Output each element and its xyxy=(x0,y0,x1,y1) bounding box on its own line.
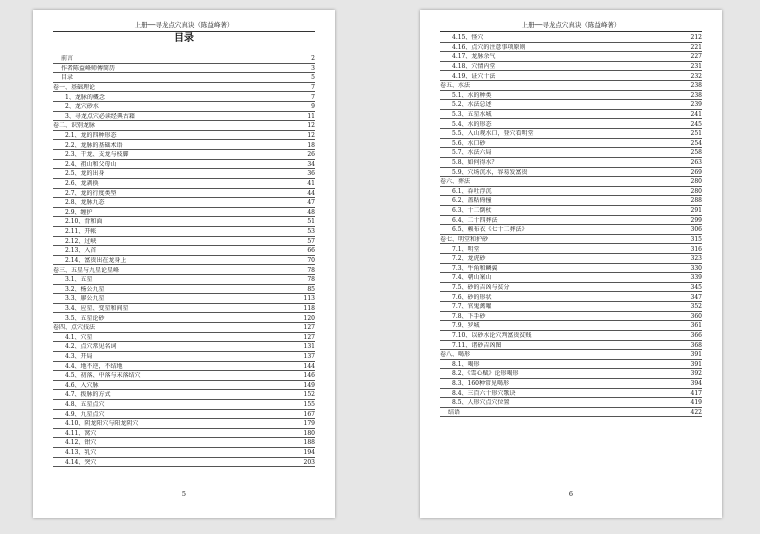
toc-entry-title: 8.3、160种常见喝形 xyxy=(452,380,509,388)
right-page xyxy=(420,10,722,518)
toc-entry-page: 203 xyxy=(303,458,315,466)
toc-entry-page: 137 xyxy=(303,353,315,360)
toc-entry-page: 316 xyxy=(690,245,702,253)
toc-entry-page: 127 xyxy=(303,324,315,332)
toc-entry[interactable] xyxy=(440,321,702,331)
toc-entry-title: 卷二、识别龙脉 xyxy=(53,122,96,130)
toc-entry-title: 5.9、穴场沉水，容易发富贵 xyxy=(452,168,528,176)
toc-entry-page: 263 xyxy=(690,159,702,167)
toc-entry-page: 360 xyxy=(690,312,702,320)
toc-entry-page: 221 xyxy=(690,43,702,51)
toc-entry-title: 5.2、水法总述 xyxy=(452,101,492,109)
toc-list-left xyxy=(53,54,315,467)
toc-entry[interactable] xyxy=(53,198,315,208)
toc-entry[interactable] xyxy=(53,150,315,160)
toc-entry-page: 212 xyxy=(690,34,702,42)
toc-entry-page: 291 xyxy=(690,207,702,215)
toc-entry-title: 4.6、入穴脉 xyxy=(65,381,99,389)
toc-entry[interactable] xyxy=(53,140,315,150)
toc-entry-page: 258 xyxy=(690,149,702,157)
toc-entry[interactable] xyxy=(53,208,315,218)
toc-entry[interactable] xyxy=(440,379,702,389)
page-header: 上册──寻龙点穴真诀（陈益峰著） xyxy=(521,21,621,29)
toc-entry-page: 144 xyxy=(303,362,315,370)
toc-entry-page: 232 xyxy=(690,72,702,80)
toc-entry-page: 167 xyxy=(303,410,315,418)
toc-entry[interactable] xyxy=(440,389,702,399)
toc-entry-title: 4.3、开局 xyxy=(65,353,93,360)
toc-entry[interactable] xyxy=(440,52,702,62)
toc-entry-page: 280 xyxy=(690,178,702,186)
toc-entry[interactable] xyxy=(440,187,702,197)
toc-entry[interactable] xyxy=(53,362,315,372)
toc-entry-title: 4.19、证穴十法 xyxy=(452,72,496,80)
toc-entry-title: 2.9、缠护 xyxy=(65,208,93,216)
toc-entry-page: 227 xyxy=(690,53,702,61)
toc-entry-title: 4.15、怪穴 xyxy=(452,34,484,42)
toc-entry[interactable] xyxy=(440,168,702,178)
toc-entry[interactable] xyxy=(53,429,315,439)
toc-entry-title: 卷一、基础理论 xyxy=(53,83,96,91)
left-page xyxy=(33,10,335,518)
toc-entry[interactable] xyxy=(53,121,315,131)
toc-entry-title: 卷六、葬法 xyxy=(440,178,471,186)
toc-entry-page: 85 xyxy=(307,285,315,293)
toc-entry-title: 7.9、罗城 xyxy=(452,322,480,330)
toc-entry-title: 3.2、杨公九星 xyxy=(65,285,105,293)
toc-entry-title: 4.18、穴情内堂 xyxy=(452,62,496,70)
toc-entry[interactable] xyxy=(53,265,315,275)
toc-entry-page: 7 xyxy=(311,93,315,101)
toc-entry[interactable] xyxy=(53,371,315,381)
toc-entry-title: 卷五、水法 xyxy=(440,82,471,90)
toc-entry-title: 3.1、五星 xyxy=(65,276,93,284)
toc-entry-title: 4.7、拨脉的方式 xyxy=(65,391,111,399)
toc-entry-title: 4.9、九星点穴 xyxy=(65,410,105,418)
toc-entry[interactable] xyxy=(53,92,315,102)
toc-entry[interactable] xyxy=(53,83,315,93)
toc-entry-title: 2.2、龙脉的基础术语 xyxy=(65,141,123,149)
toc-entry-title: 8.5、人形穴点穴位置 xyxy=(452,399,510,407)
toc-entry[interactable] xyxy=(53,169,315,179)
toc-entry-title: 7.11、诸砂吉凶图 xyxy=(452,341,502,349)
toc-entry[interactable] xyxy=(53,438,315,448)
toc-entry[interactable] xyxy=(53,285,315,295)
page-header: 上册──寻龙点穴真诀（陈益峰著） xyxy=(134,21,234,29)
toc-entry-page: 51 xyxy=(307,218,315,226)
toc-entry-page: 149 xyxy=(303,381,315,389)
toc-entry[interactable] xyxy=(53,390,315,400)
toc-entry[interactable] xyxy=(440,81,702,91)
toc-entry-page: 78 xyxy=(307,276,315,284)
toc-entry-title: 4.16、点穴的注意事项原则 xyxy=(452,43,526,51)
toc-entry-page: 18 xyxy=(307,141,315,149)
toc-entry-page: 113 xyxy=(303,295,315,303)
toc-entry-title: 6.1、吞吐浮沉 xyxy=(452,187,492,195)
toc-entry-page: 131 xyxy=(303,343,315,351)
toc-entry-page: 238 xyxy=(690,82,702,90)
toc-entry-title: 2.14、富贵出在龙身上 xyxy=(65,256,127,264)
toc-entry[interactable] xyxy=(440,43,702,53)
toc-entry-page: 417 xyxy=(690,389,702,397)
toc-entry-page: 179 xyxy=(303,420,315,428)
toc-entry[interactable] xyxy=(53,64,315,74)
toc-entry-page: 391 xyxy=(690,351,702,359)
toc-entry-title: 7.2、龙虎砂 xyxy=(452,255,486,263)
toc-entry[interactable] xyxy=(53,179,315,189)
toc-entry[interactable] xyxy=(440,110,702,120)
toc-entry-page: 47 xyxy=(307,199,315,207)
toc-entry-title: 8.2、《雪心赋》论形喝形 xyxy=(452,370,519,378)
toc-entry-page: 53 xyxy=(307,228,315,236)
toc-entry[interactable] xyxy=(53,304,315,314)
toc-entry-page: 288 xyxy=(690,197,702,205)
toc-entry-title: 6.5、赖布衣《七十二葬法》 xyxy=(452,226,528,234)
toc-entry[interactable] xyxy=(440,216,702,226)
toc-entry-page: 299 xyxy=(690,216,702,224)
toc-entry-title: 4.2、点穴常见名词 xyxy=(65,343,117,351)
toc-entry-page: 70 xyxy=(307,256,315,264)
toc-entry[interactable] xyxy=(440,312,702,322)
toc-entry-title: 5.8、如何得水？ xyxy=(452,159,498,167)
toc-entry-title: 作者陈益峰师傅简历 xyxy=(61,64,116,72)
toc-entry-page: 352 xyxy=(690,303,702,311)
toc-entry[interactable] xyxy=(53,131,315,141)
toc-entry-page: 238 xyxy=(690,91,702,99)
toc-entry-title: 6.2、盖粘倚撞 xyxy=(452,197,492,205)
toc-entry-title: 3.3、廖公九星 xyxy=(65,295,105,303)
toc-entry-title: 2.1、龙的四种形态 xyxy=(65,131,117,139)
toc-entry-page: 231 xyxy=(690,62,702,70)
toc-entry-page: 361 xyxy=(690,322,702,330)
toc-entry-page: 392 xyxy=(690,370,702,378)
toc-entry-title: 2.12、过峡 xyxy=(65,237,97,245)
toc-entry-page: 155 xyxy=(303,401,315,409)
toc-entry-page: 34 xyxy=(307,160,315,168)
toc-entry-page: 339 xyxy=(690,274,702,282)
toc-entry-title: 3.5、五星论砂 xyxy=(65,314,105,322)
toc-entry[interactable] xyxy=(440,139,702,149)
toc-entry[interactable] xyxy=(440,206,702,216)
toc-entry-title: 4.13、乳穴 xyxy=(65,449,97,457)
toc-entry[interactable] xyxy=(53,227,315,237)
toc-entry-page: 391 xyxy=(690,360,702,368)
toc-entry[interactable] xyxy=(53,102,315,112)
toc-entry[interactable] xyxy=(440,177,702,187)
toc-entry[interactable] xyxy=(53,189,315,199)
toc-entry[interactable] xyxy=(440,244,702,254)
toc-entry-page: 345 xyxy=(690,283,702,291)
toc-entry-title: 7.3、牛角和鳞翼 xyxy=(452,264,498,272)
toc-entry[interactable] xyxy=(440,341,702,351)
toc-entry-page: 120 xyxy=(303,314,315,322)
toc-entry-title: 7.1、明堂 xyxy=(452,245,480,253)
toc-entry[interactable] xyxy=(53,73,315,83)
toc-entry-title: 4.8、五星点穴 xyxy=(65,401,105,409)
toc-entry-page: 251 xyxy=(690,130,702,138)
toc-entry[interactable] xyxy=(440,100,702,110)
toc-entry-page: 78 xyxy=(307,266,315,274)
toc-entry[interactable] xyxy=(53,381,315,391)
toc-entry-title: 5.3、五星水城 xyxy=(452,110,492,118)
toc-entry-title: 5.6、水口砂 xyxy=(452,139,486,147)
toc-entry[interactable] xyxy=(440,196,702,206)
toc-entry[interactable] xyxy=(440,254,702,264)
header-rule xyxy=(440,31,702,32)
toc-entry-page: 11 xyxy=(307,112,315,120)
toc-entry-title: 4.14、突穴 xyxy=(65,458,97,466)
toc-entry[interactable] xyxy=(53,256,315,266)
toc-entry-title: 卷七、明堂和护砂 xyxy=(440,235,489,243)
toc-entry-page: 2 xyxy=(311,55,315,63)
toc-entry[interactable] xyxy=(440,398,702,408)
toc-entry-page: 57 xyxy=(307,237,315,245)
toc-entry-page: 9 xyxy=(311,103,315,111)
toc-entry[interactable] xyxy=(440,408,702,418)
toc-entry-page: 241 xyxy=(690,110,702,118)
toc-entry-page: 323 xyxy=(690,255,702,263)
toc-entry[interactable] xyxy=(440,33,702,43)
toc-entry[interactable] xyxy=(440,129,702,139)
toc-entry-page: 5 xyxy=(311,74,315,82)
toc-entry-title: 2.11、开帐 xyxy=(65,228,97,236)
toc-entry[interactable] xyxy=(440,62,702,72)
toc-entry-title: 2.13、入首 xyxy=(65,247,97,255)
toc-entry[interactable] xyxy=(440,350,702,360)
toc-entry-title: 4.4、地不逆，不结地 xyxy=(65,362,123,370)
toc-entry-page: 152 xyxy=(303,391,315,399)
toc-entry-title: 卷四、点穴技法 xyxy=(53,324,96,332)
toc-entry-title: 3、寻龙点穴必读经典古籍 xyxy=(65,112,135,120)
toc-entry-page: 194 xyxy=(303,449,315,457)
toc-entry-page: 422 xyxy=(690,408,702,416)
toc-entry-title: 前言 xyxy=(61,55,74,63)
toc-entry-title: 3.4、应星、变星和间星 xyxy=(65,304,129,312)
toc-entry[interactable] xyxy=(440,264,702,274)
toc-entry-page: 36 xyxy=(307,170,315,178)
toc-entry[interactable] xyxy=(440,273,702,283)
toc-entry[interactable] xyxy=(53,313,315,323)
toc-entry-title: 7.10、以砂水论穴判富贵贫贱 xyxy=(452,332,532,339)
toc-entry-title: 4.10、阴龙阳穴与阳龙阴穴 xyxy=(65,420,139,428)
toc-entry-page: 245 xyxy=(690,120,702,128)
toc-entry-page: 7 xyxy=(311,83,315,91)
toc-entry-title: 7.8、下手砂 xyxy=(452,312,486,320)
toc-entry[interactable] xyxy=(440,91,702,101)
toc-entry-page: 118 xyxy=(303,304,315,312)
toc-entry[interactable] xyxy=(53,112,315,122)
toc-entry-title: 4.1、穴星 xyxy=(65,333,93,341)
toc-entry-page: 347 xyxy=(690,293,702,301)
toc-entry-page: 315 xyxy=(690,235,702,243)
toc-entry-page: 127 xyxy=(303,333,315,341)
toc-entry-title: 卷八、喝形 xyxy=(440,351,471,359)
toc-entry-page: 330 xyxy=(690,264,702,272)
toc-entry-page: 366 xyxy=(690,332,702,339)
toc-entry-page: 41 xyxy=(307,180,315,188)
toc-entry[interactable] xyxy=(440,119,702,129)
toc-entry-title: 2.6、龙剥换 xyxy=(65,180,99,188)
toc-entry[interactable] xyxy=(53,410,315,420)
toc-entry-title: 2.5、龙的出身 xyxy=(65,170,105,178)
toc-entry-title: 6.4、二十四葬法 xyxy=(452,216,498,224)
toc-entry-title: 4.11、窝穴 xyxy=(65,429,97,437)
toc-entry[interactable] xyxy=(53,275,315,285)
toc-entry-page: 419 xyxy=(690,399,702,407)
toc-entry[interactable] xyxy=(440,369,702,379)
toc-entry[interactable] xyxy=(440,302,702,312)
toc-entry[interactable] xyxy=(53,342,315,352)
toc-entry[interactable] xyxy=(440,292,702,302)
toc-entry[interactable] xyxy=(53,333,315,343)
toc-entry[interactable] xyxy=(440,148,702,158)
page-number: 6 xyxy=(568,490,574,498)
toc-entry-page: 306 xyxy=(690,226,702,234)
toc-entry-title: 2.8、龙脉九态 xyxy=(65,199,105,207)
toc-entry-title: 结语 xyxy=(448,408,461,416)
toc-entry-page: 48 xyxy=(307,208,315,216)
toc-entry-title: 5.1、水的种类 xyxy=(452,91,492,99)
toc-entry-page: 26 xyxy=(307,151,315,159)
toc-entry-title: 7.7、官鬼禽曜 xyxy=(452,303,492,311)
toc-entry[interactable] xyxy=(440,283,702,293)
toc-entry[interactable] xyxy=(53,54,315,64)
toc-entry[interactable] xyxy=(53,217,315,227)
toc-entry-title: 4.5、初落、中落与末落结穴 xyxy=(65,372,141,380)
toc-entry-page: 254 xyxy=(690,139,702,147)
toc-entry-page: 239 xyxy=(690,101,702,109)
toc-entry[interactable] xyxy=(53,458,315,468)
toc-entry[interactable] xyxy=(440,225,702,235)
toc-entry-title: 5.5、入山观水口，登穴看明堂 xyxy=(452,130,534,138)
toc-entry-title: 4.17、龙脉余气 xyxy=(452,53,496,61)
toc-entry-page: 12 xyxy=(307,122,315,130)
toc-entry[interactable] xyxy=(440,331,702,341)
toc-entry-page: 188 xyxy=(303,439,315,447)
toc-entry-title: 1、龙脉的概念 xyxy=(65,93,105,101)
toc-entry-page: 44 xyxy=(307,189,315,197)
toc-entry-title: 2.10、背和面 xyxy=(65,218,103,226)
toc-entry[interactable] xyxy=(53,160,315,170)
toc-entry-title: 目录 xyxy=(61,74,74,82)
toc-entry-title: 2、龙穴砂水 xyxy=(65,103,99,111)
toc-entry[interactable] xyxy=(53,352,315,362)
toc-entry-title: 2.3、干龙、支龙与枝脚 xyxy=(65,151,129,159)
toc-entry[interactable] xyxy=(53,448,315,458)
toc-entry-page: 66 xyxy=(307,247,315,255)
toc-entry[interactable] xyxy=(53,246,315,256)
toc-entry-title: 7.6、砂的形状 xyxy=(452,293,492,301)
toc-entry-page: 269 xyxy=(690,168,702,176)
toc-entry-title: 7.4、朝山案山 xyxy=(452,274,492,282)
toc-entry[interactable] xyxy=(440,235,702,245)
toc-entry-title: 6.3、十二倒杖 xyxy=(452,207,492,215)
toc-entry-title: 7.5、砂的吉凶与贫分 xyxy=(452,283,510,291)
toc-entry-page: 3 xyxy=(311,64,315,72)
toc-entry-title: 2.7、龙的行度类型 xyxy=(65,189,117,197)
toc-entry[interactable] xyxy=(53,237,315,247)
toc-entry-title: 卷三、五星与九星论星峰 xyxy=(53,266,120,274)
toc-entry[interactable] xyxy=(440,71,702,81)
toc-entry-page: 180 xyxy=(303,429,315,437)
toc-entry-title: 8.1、喝形 xyxy=(452,360,480,368)
toc-entry-page: 394 xyxy=(690,380,702,388)
toc-entry-page: 146 xyxy=(303,372,315,380)
toc-entry[interactable] xyxy=(53,400,315,410)
toc-entry[interactable] xyxy=(53,419,315,429)
toc-entry-title: 4.12、钳穴 xyxy=(65,439,97,447)
toc-list-right xyxy=(440,33,702,417)
toc-entry-page: 12 xyxy=(307,131,315,139)
toc-entry[interactable] xyxy=(440,158,702,168)
page-number: 5 xyxy=(181,490,187,498)
toc-entry[interactable] xyxy=(440,360,702,370)
toc-entry-title: 5.7、水法六局 xyxy=(452,149,492,157)
toc-entry-page: 280 xyxy=(690,187,702,195)
toc-entry[interactable] xyxy=(53,323,315,333)
toc-title: 目录 xyxy=(174,33,194,44)
toc-entry-title: 8.4、三百六十形穴歌诀 xyxy=(452,389,516,397)
toc-entry-title: 5.4、水的形态 xyxy=(452,120,492,128)
toc-entry-title: 2.4、祖山和父母山 xyxy=(65,160,117,168)
toc-entry-page: 368 xyxy=(690,341,702,349)
toc-entry[interactable] xyxy=(53,294,315,304)
